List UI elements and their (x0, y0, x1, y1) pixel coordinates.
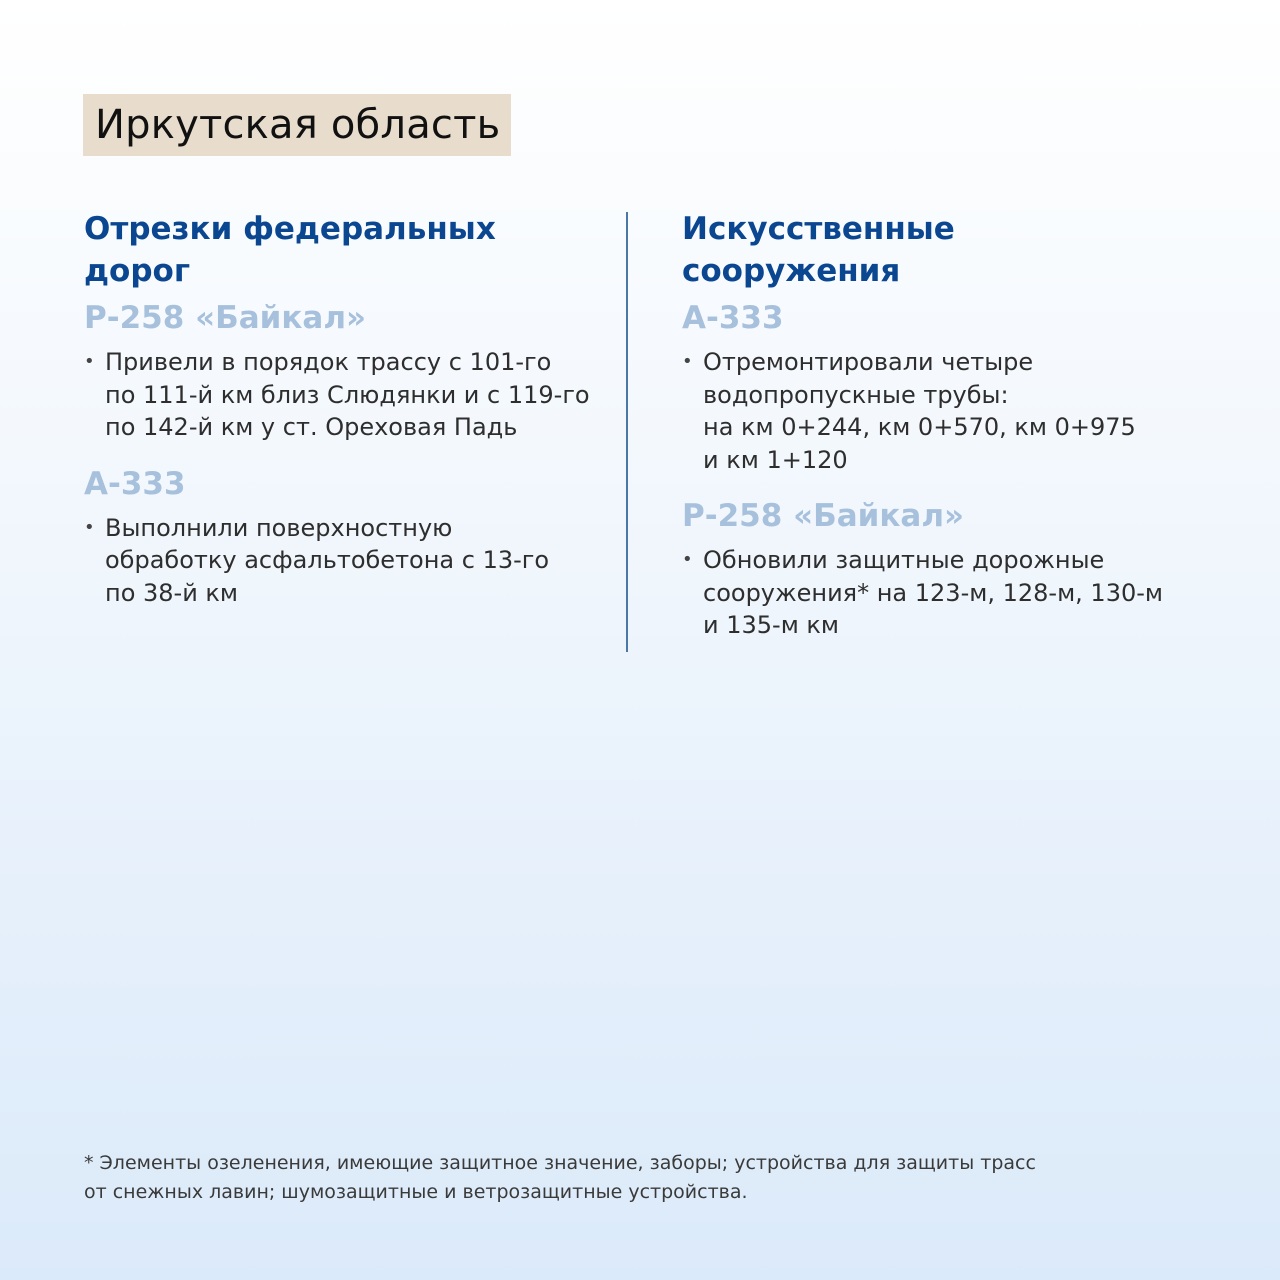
item-line: водопропускные трубы: (703, 380, 1009, 409)
list-item (84, 346, 614, 444)
footnote-line: * Элементы озеленения, имеющие защитное значение, заборы; устройства для защиты трасс (84, 1152, 1036, 1174)
footnote-line: от снежных лавин; шумозащитные и ветрозащитные устройства. (84, 1181, 748, 1203)
item-line: Обновили защитные дорожные (703, 546, 1105, 574)
federal-roads-column (84, 208, 614, 609)
footnote (84, 1149, 1204, 1207)
list-item (682, 544, 1212, 642)
road-name-a333: А-333 (682, 300, 784, 336)
bullet-icon: • (682, 549, 693, 570)
item-line: на км 0+244, км 0+570, км 0+975 (703, 413, 1136, 441)
bullet-icon: • (84, 516, 95, 538)
item-line: по 142-й км у ст. Ореховая Падь (105, 413, 518, 441)
section-title-line: дорог (84, 253, 191, 289)
item-line: и 135-м км (703, 611, 840, 639)
bullet-icon: • (84, 351, 95, 372)
column-divider (626, 212, 628, 652)
section-title-line: сооружения (682, 253, 901, 289)
section-title-federal-roads (84, 208, 614, 292)
section-title-line: Искусственные (682, 211, 955, 247)
road-name-a333: А-333 (84, 465, 186, 502)
section-title-artificial-structures (682, 208, 1212, 292)
item-line: обработку асфальтобетона с 13-го (105, 546, 550, 574)
list-item (84, 512, 614, 610)
item-line: Привели в порядок трассу с 101-го (105, 348, 552, 376)
item-line: и км 1+120 (703, 445, 848, 474)
road-name-r258: Р-258 «Байкал» (84, 300, 367, 336)
item-line: Выполнили поверхностную (105, 513, 453, 542)
artificial-structures-column (682, 208, 1212, 642)
item-line: сооружения* на 123-м, 128-м, 130-м (703, 578, 1164, 607)
region-title: Иркутская область (83, 94, 511, 156)
bullet-icon: • (682, 351, 693, 372)
road-name-r258: Р-258 «Байкал» (682, 498, 965, 534)
item-line: по 38-й км (105, 578, 239, 607)
item-line: по 111-й км близ Слюдянки и с 119-го (105, 380, 590, 409)
list-item (682, 346, 1212, 476)
section-title-line: Отрезки федеральных (84, 211, 496, 247)
item-line: Отремонтировали четыре (703, 348, 1034, 376)
